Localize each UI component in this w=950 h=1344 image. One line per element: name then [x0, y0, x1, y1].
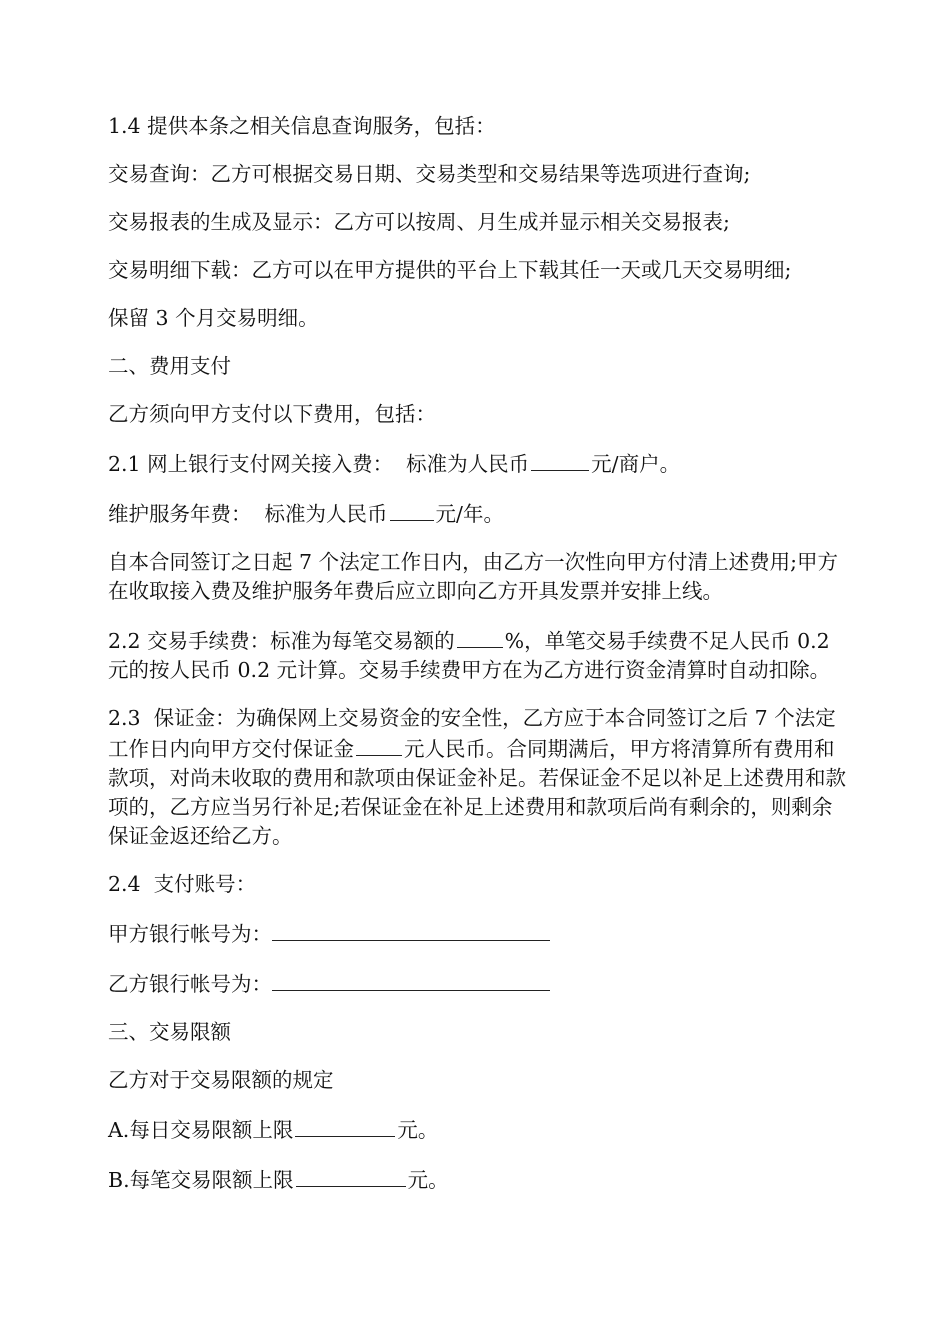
- paragraph-maintenance-fee: [108, 498, 848, 529]
- paragraph-retention: 保留 3 个月交易明细。: [108, 306, 319, 330]
- deposit-blank: [356, 733, 402, 756]
- section-heading-limits: 三、交易限额: [108, 1020, 231, 1044]
- paragraph-limits-intro: 乙方对于交易限额的规定: [108, 1068, 334, 1092]
- paragraph-fees-intro: 乙方须向甲方支付以下费用，包括：: [108, 402, 436, 426]
- access-fee-blank: [531, 448, 589, 471]
- paragraph-detail-download: 交易明细下载：乙方可以在甲方提供的平台上下载其任一天或几天交易明细;: [108, 258, 792, 282]
- paragraph-access-fee: [108, 448, 848, 479]
- account-a-label: 甲方银行帐号为：: [108, 922, 272, 946]
- transaction-fee-prefix: 2.2 交易手续费：标准为每笔交易额的: [108, 629, 455, 653]
- paragraph-daily-limit: [108, 1114, 848, 1145]
- account-b-label: 乙方银行帐号为：: [108, 972, 272, 996]
- access-fee-suffix: 元/商户。: [591, 452, 681, 476]
- maintenance-fee-suffix: 元/年。: [435, 502, 504, 526]
- deposit-suffix: 元人民币。合同期满后，甲方将清算所有费用和款项，对尚未收取的费用和款项由保证金补足。若保证金不足以补足上述费用和款项的，乙方应当另行补足;若保证金在补足上述费用和款项后尚有剩余的，则剩余保证金返还给乙方。: [108, 737, 846, 848]
- maintenance-fee-blank: [390, 498, 434, 521]
- paragraph-account-a: [108, 918, 848, 949]
- per-transaction-limit-prefix: B.每笔交易限额上限: [108, 1168, 294, 1192]
- per-transaction-limit-suffix: 元。: [407, 1168, 449, 1192]
- paragraph-1-4: 1.4 提供本条之相关信息查询服务，包括：: [108, 114, 496, 138]
- deposit-prefix: 2.3 保证金：为确保网上交易资金的安全性，乙方应于本合同签订之后 7 个法定工作日内向甲方交付保证金: [108, 706, 836, 761]
- daily-limit-blank: [295, 1114, 395, 1137]
- paragraph-payment-terms: 自本合同签订之日起 7 个法定工作日内，由乙方一次性向甲方付清上述费用;甲方在收取接入费及维护服务年费后应立即向乙方开具发票并安排上线。: [108, 550, 838, 603]
- transaction-fee-suffix: %，单笔交易手续费不足人民币 0.2 元的按人民币 0.2 元计算。交易手续费甲方在为乙方进行资金清算时自动扣除。: [108, 629, 837, 682]
- section-heading-fees: 二、费用支付: [108, 354, 231, 378]
- paragraph-deposit: [108, 704, 848, 851]
- maintenance-fee-prefix: 维护服务年费： 标准为人民币: [108, 502, 388, 526]
- access-fee-prefix: 2.1 网上银行支付网关接入费： 标准为人民币: [108, 452, 530, 476]
- paragraph-transaction-fee: [108, 625, 848, 685]
- account-b-blank: [272, 968, 550, 991]
- paragraph-transaction-query: 交易查询：乙方可根据交易日期、交易类型和交易结果等选项进行查询;: [108, 162, 751, 186]
- account-a-blank: [272, 918, 550, 941]
- paragraph-account-b: [108, 968, 848, 999]
- paragraph-account-title: 2.4 支付账号：: [108, 872, 257, 896]
- paragraph-per-transaction-limit: [108, 1164, 848, 1195]
- transaction-fee-blank: [457, 625, 503, 648]
- document-page: [108, 112, 848, 1214]
- daily-limit-prefix: A.每日交易限额上限: [108, 1118, 294, 1142]
- daily-limit-suffix: 元。: [397, 1118, 439, 1142]
- paragraph-report-generation: 交易报表的生成及显示：乙方可以按周、月生成并显示相关交易报表;: [108, 210, 730, 234]
- per-transaction-limit-blank: [296, 1164, 406, 1187]
